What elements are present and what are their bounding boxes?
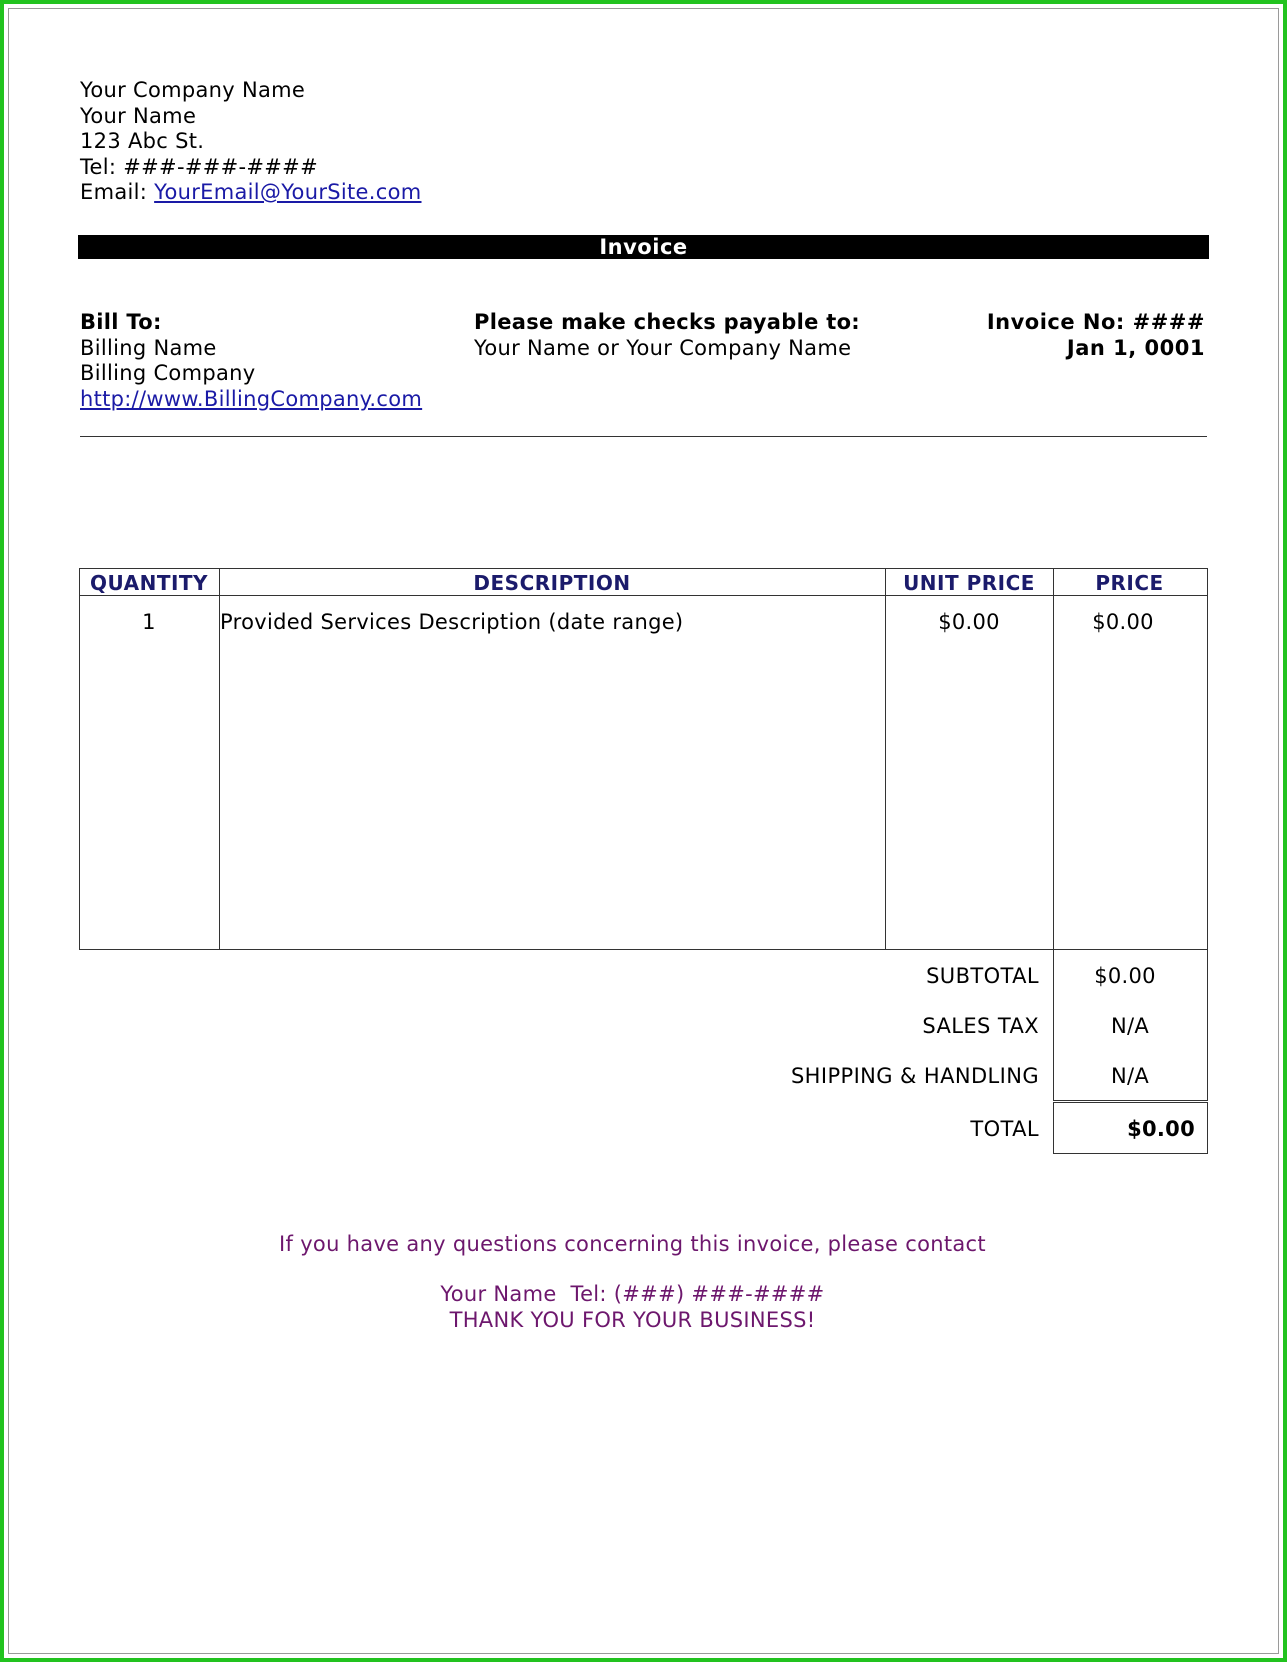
invoice-date: Jan 1, 0001: [1066, 335, 1205, 360]
payable-heading: Please make checks payable to:: [474, 310, 860, 334]
invoice-number: Invoice No: ####: [986, 310, 1205, 334]
header-quantity: QUANTITY: [89, 571, 209, 595]
subtotal-value: $0.00: [1094, 964, 1156, 988]
sender-email-label: Email:: [80, 180, 155, 204]
row-price: $0.00: [1092, 610, 1154, 634]
header-description: DESCRIPTION: [473, 571, 631, 595]
sales-tax-value: N/A: [1110, 1014, 1150, 1038]
shipping-value: N/A: [1110, 1064, 1150, 1088]
row-quantity: 1: [142, 610, 156, 634]
sender-address: 123 Abc St.: [80, 129, 205, 153]
sender-email-line: [80, 180, 422, 206]
invoice-meta: [987, 310, 1205, 361]
header-price: PRICE: [1095, 571, 1164, 595]
sender-block: [80, 78, 422, 206]
row-unit-price: $0.00: [938, 610, 1000, 634]
total-label: TOTAL: [970, 1117, 1039, 1141]
sales-tax-label: SALES TAX: [922, 1014, 1039, 1038]
header-unit-price: UNIT PRICE: [903, 571, 1035, 595]
bill-to-heading: Bill To:: [80, 310, 162, 334]
subtotal-label: SUBTOTAL: [926, 964, 1039, 988]
billing-url-link[interactable]: http://www.BillingCompany.com: [80, 386, 423, 411]
billing-company: Billing Company: [80, 361, 256, 385]
sender-company: Your Company Name: [80, 78, 306, 102]
sender-tel: Tel: ###-###-####: [80, 154, 318, 179]
items-table: [79, 568, 1208, 948]
payable-value: Your Name or Your Company Name: [474, 335, 852, 360]
footer-contact: Your Name Tel: (###) ###-####: [440, 1282, 825, 1306]
shipping-label: SHIPPING & HANDLING: [790, 1064, 1039, 1088]
footer-thanks: THANK YOU FOR YOUR BUSINESS!: [449, 1308, 816, 1332]
row-description: Provided Services Description (date range): [220, 610, 684, 634]
divider: [80, 436, 1207, 437]
payable-block: [474, 310, 860, 361]
footer-question: If you have any questions concerning this invoice, please contact: [279, 1232, 986, 1256]
bill-to-block: [80, 310, 422, 412]
invoice-title-bar: Invoice: [78, 235, 1209, 259]
sender-name: Your Name: [80, 103, 197, 128]
header-divider: [79, 595, 1208, 596]
sender-email-link[interactable]: YourEmail@YourSite.com: [154, 180, 422, 204]
total-value: $0.00: [1127, 1117, 1195, 1141]
billing-name: Billing Name: [80, 335, 217, 360]
